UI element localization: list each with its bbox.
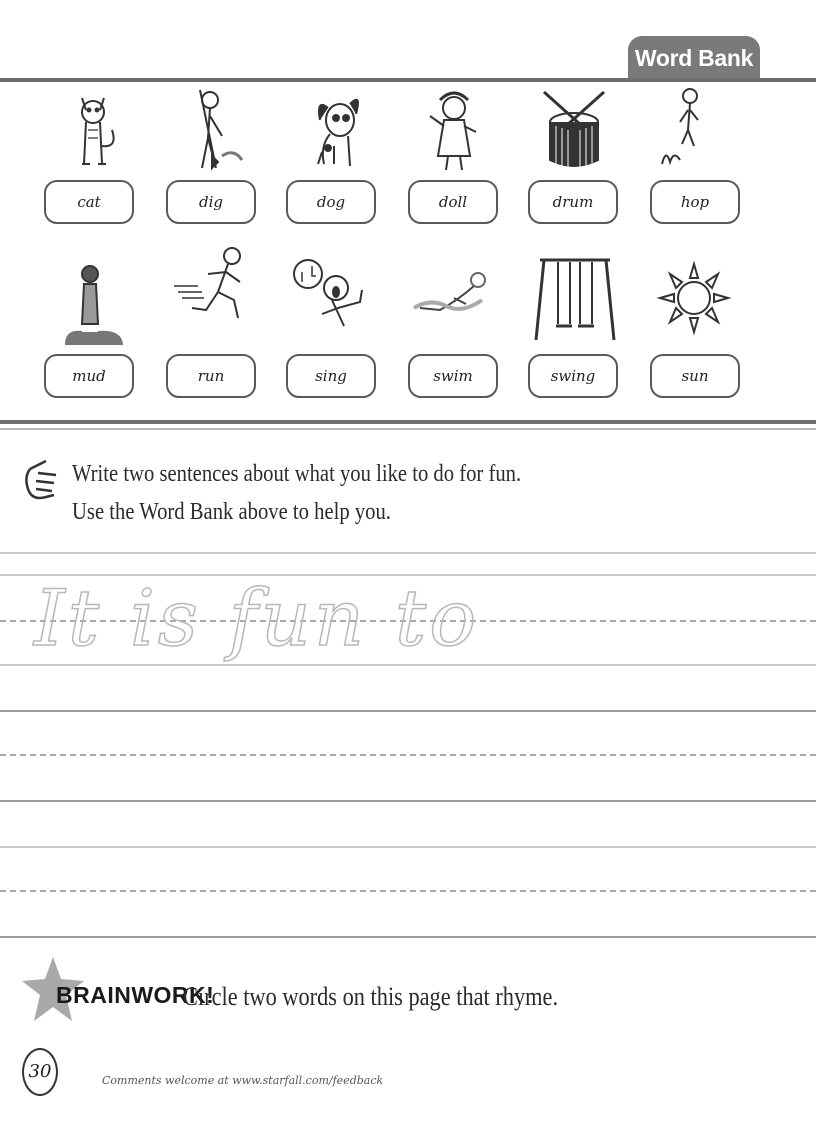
brainwork-label: BRAINWORK! xyxy=(56,982,215,1008)
word-run: run xyxy=(166,354,256,398)
doll-picture xyxy=(410,86,500,176)
writing-baseline xyxy=(0,664,816,666)
word-bank-top-rule xyxy=(0,78,816,82)
word-bank-bottom-rule xyxy=(0,420,816,424)
word-dig: dig xyxy=(166,180,256,224)
brainwork-text: Circle two words on this page that rhyme. xyxy=(183,982,559,1011)
drum-picture xyxy=(530,86,620,176)
page-number: 30 xyxy=(22,1048,58,1096)
cat-picture xyxy=(52,86,142,176)
instruction-line-2: Use the Word Bank above to help you. xyxy=(72,499,391,525)
word-dog: dog xyxy=(286,180,376,224)
word-sun: sun xyxy=(650,354,740,398)
word-swim: swim xyxy=(408,354,498,398)
run-picture xyxy=(172,244,262,334)
word-drum: drum xyxy=(528,180,618,224)
instruction-text xyxy=(72,455,521,531)
sing-picture xyxy=(290,254,380,344)
word-cat: cat xyxy=(44,180,134,224)
word-bank-bottom-rule-thin xyxy=(0,428,816,430)
word-mud: mud xyxy=(44,354,134,398)
swing-picture xyxy=(530,254,620,344)
writing-line xyxy=(0,552,816,554)
swim-picture xyxy=(410,260,500,350)
writing-line xyxy=(0,710,816,712)
word-sing: sing xyxy=(286,354,376,398)
instruction-line-1: Write two sentences about what you like to do for fun. xyxy=(72,461,522,487)
dig-picture xyxy=(172,86,262,176)
hop-picture xyxy=(650,86,740,176)
writing-midline xyxy=(0,890,816,892)
sun-picture xyxy=(650,256,740,346)
tracing-text: It is fun to xyxy=(34,574,480,664)
mud-picture xyxy=(52,260,142,350)
writing-line xyxy=(0,846,816,848)
writing-baseline xyxy=(0,800,816,802)
pointing-hand-icon xyxy=(20,455,68,511)
word-swing: swing xyxy=(528,354,618,398)
footer-comment: Comments welcome at www.starfall.com/feedback xyxy=(102,1074,384,1087)
word-doll: doll xyxy=(408,180,498,224)
writing-midline xyxy=(0,754,816,756)
word-bank-tab: Word Bank xyxy=(628,36,760,80)
word-hop: hop xyxy=(650,180,740,224)
writing-baseline xyxy=(0,936,816,938)
dog-picture xyxy=(290,86,380,176)
